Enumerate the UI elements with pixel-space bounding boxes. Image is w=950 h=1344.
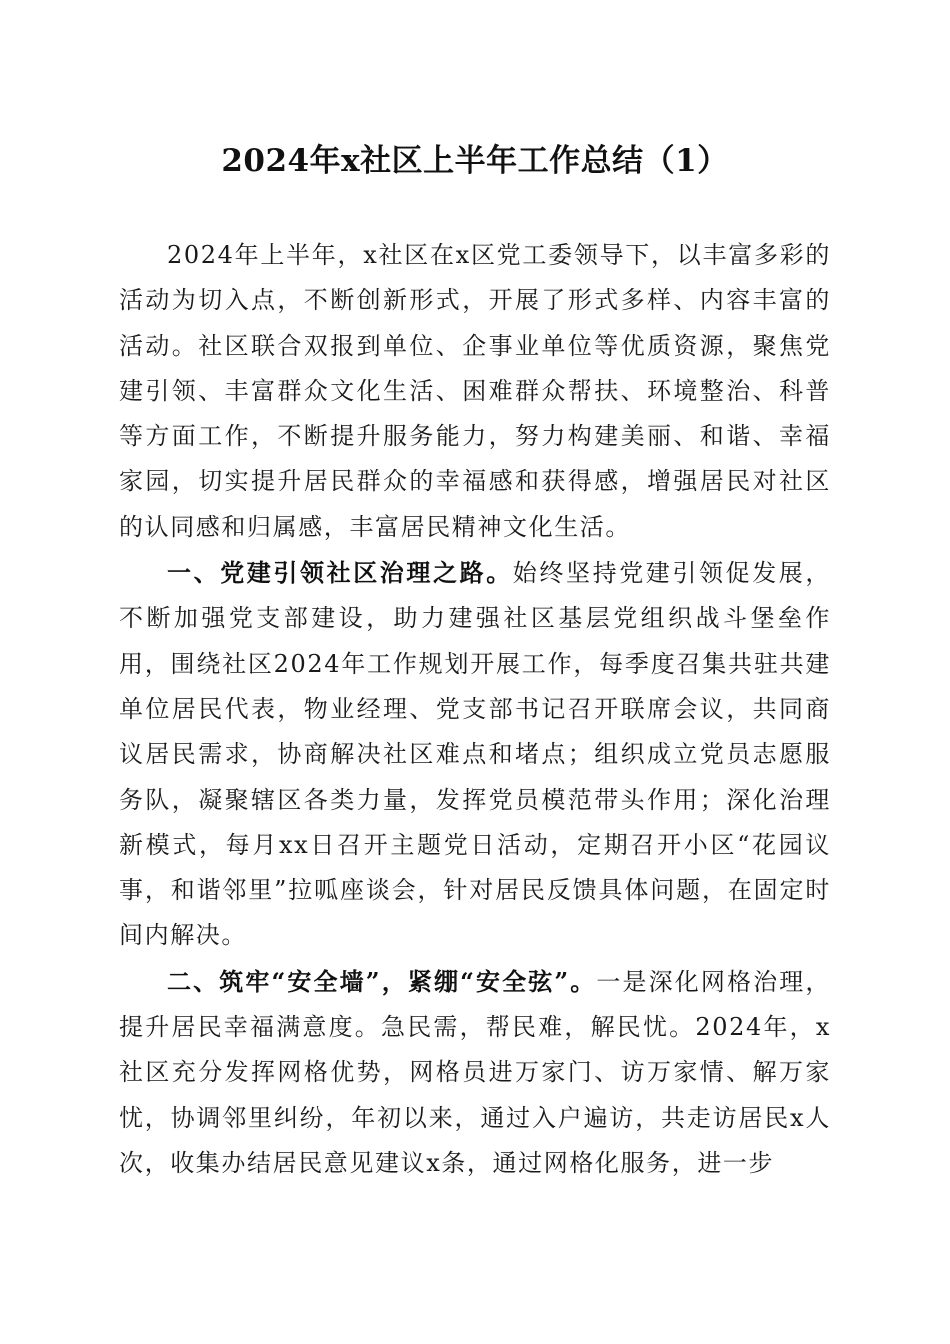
section-heading: 一、党建引领社区治理之路。 [167, 558, 513, 588]
paragraph-text: 一是深化网格治理，提升居民幸福满意度。急民需，帮民难，解民忧。2024年，x社区充分发挥网格优势，网格员进万家门、访万家情、解万家忧，协调邻里纠纷，年初以来，通过入户遍访，共走访居民x人次，收集办结居民意见建议x条，通过网格化服务，进一步 [119, 967, 831, 1177]
section-heading: 二、筑牢“安全墙”，紧绷“安全弦”。 [167, 966, 597, 996]
body-paragraph [119, 233, 831, 550]
body-paragraph [119, 550, 831, 959]
body-paragraph [119, 959, 831, 1186]
document-title: 2024年x社区上半年工作总结（1） [221, 143, 729, 179]
paragraph-text: 始终坚持党建引领促发展，不断加强党支部建设，助力建强社区基层党组织战斗堡垒作用，围绕社区2024年工作规划开展工作，每季度召集共驻共建单位居民代表，物业经理、党支部书记召开联席会议，共同商议居民需求，协商解决社区难点和堵点；组织成立党员志愿服务队，凝聚辖区各类力量，发挥党员模范带头作用；深化治理新模式，每月xx日召开主题党日活动，定期召开小区“花园议事，和谐邻里”拉呱座谈会，针对居民反馈具体问题，在固定时间内解决。 [119, 559, 831, 950]
document-body [119, 233, 831, 1186]
paragraph-text: 2024年上半年，x社区在x区党工委领导下，以丰富多彩的活动为切入点，不断创新形式，开展了形式多样、内容丰富的活动。社区联合双报到单位、企事业单位等优质资源，聚焦党建引领、丰富群众文化生活、困难群众帮扶、环境整治、科普等方面工作，不断提升服务能力，努力构建美丽、和谐、幸福家园，切实提升居民群众的幸福感和获得感，增强居民对社区的认同感和归属感，丰富居民精神文化生活。 [119, 241, 831, 541]
